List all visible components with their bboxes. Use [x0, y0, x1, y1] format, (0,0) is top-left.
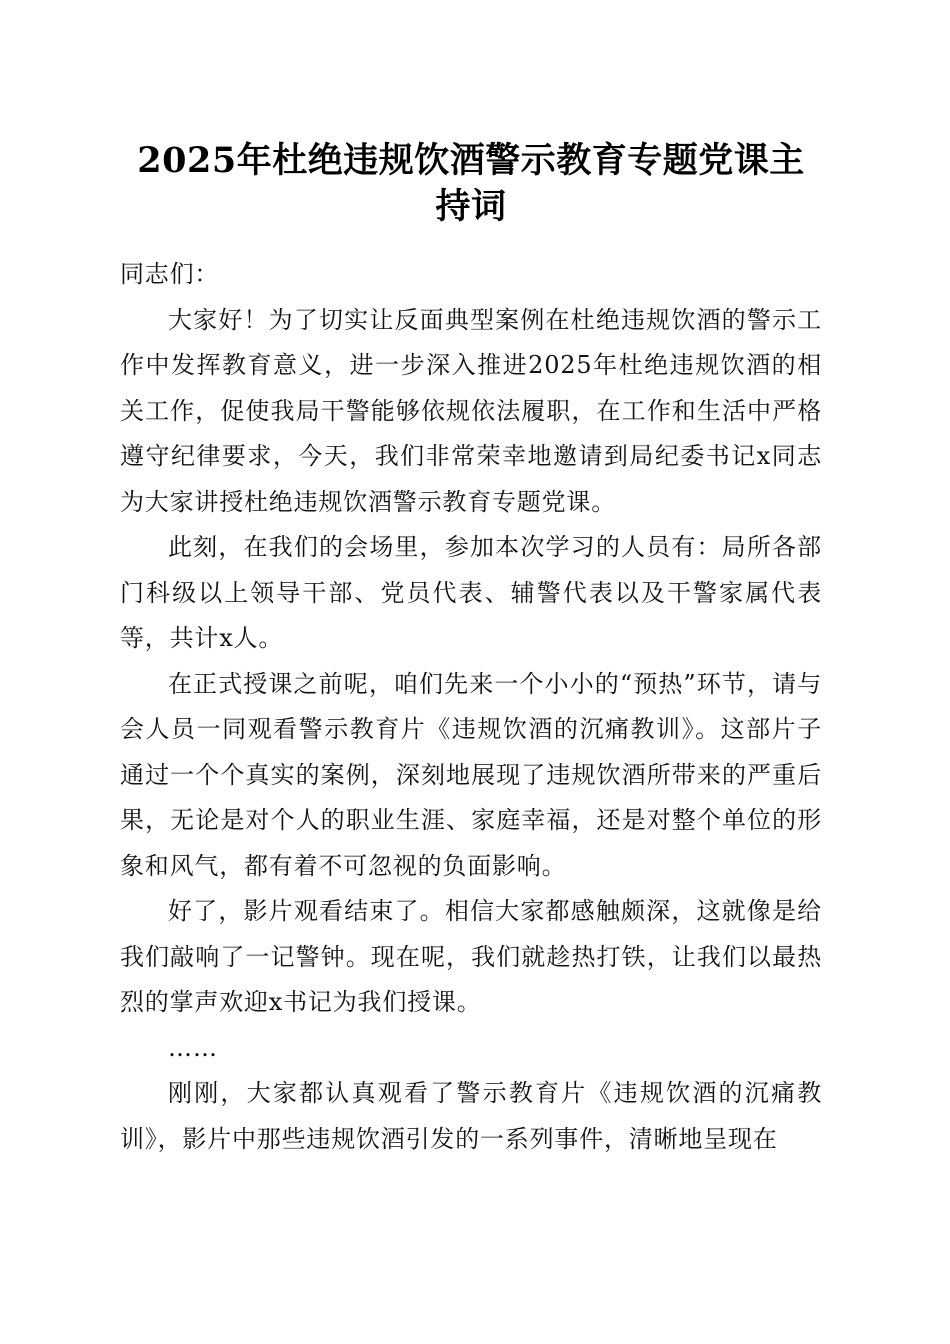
document-title: 2025年杜绝违规饮酒警示教育专题党课主持词 [137, 140, 805, 227]
salutation: 同志们： [120, 260, 220, 288]
paragraph-invitation: 好了，影片观看结束了。相信大家都感触颇深，这就像是给我们敲响了一记警钟。现在呢，我们就趁热打铁，让我们以最热烈的掌声欢迎x书记为我们授课。 [120, 897, 822, 1016]
paragraph-video: 在正式授课之前呢，咱们先来一个小小的“预热”环节，请与会人员一同观看警示教育片《违规饮酒的沉痛教训》。这部片子通过一个个真实的案例，深刻地展现了违规饮酒所带来的严重后果，无论是对个人的职业生涯、家庭幸福，还是对整个单位的形象和风气，都有着不可忽视的负面影响。 [120, 669, 822, 880]
paragraph-opening: 大家好！为了切实让反面典型案例在杜绝违规饮酒的警示工作中发挥教育意义，进一步深入推进2025年杜绝违规饮酒的相关工作，促使我局干警能够依规依法履职，在工作和生活中严格遵守纪律要求，今天，我们非常荣幸地邀请到局纪委书记x同志为大家讲授杜绝违规饮酒警示教育专题党课。 [120, 305, 822, 516]
ellipsis-separator: …… [168, 1033, 218, 1062]
paragraph-closing: 刚刚，大家都认真观看了警示教育片《违规饮酒的沉痛教训》，影片中那些违规饮酒引发的一系列事件，清晰地呈现在 [120, 1079, 822, 1153]
document-body [120, 252, 822, 1162]
paragraph-attendees: 此刻，在我们的会场里，参加本次学习的人员有：局所各部门科级以上领导干部、党员代表、辅警代表以及干警家属代表等，共计x人。 [120, 533, 822, 652]
